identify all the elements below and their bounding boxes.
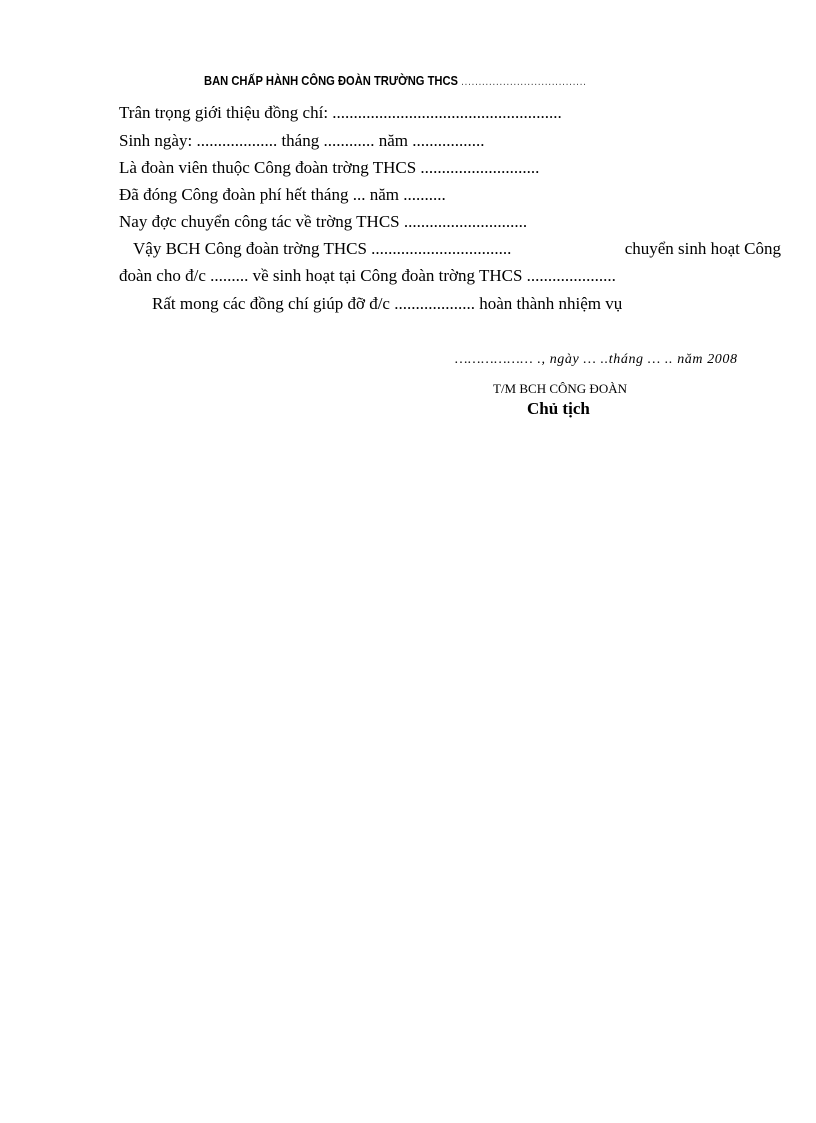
transfer-statement-continued: đoàn cho đ/c ......... về sinh hoạt tại Công đoàn trờng THCS ..................... <box>119 266 616 285</box>
dues-line: Đã đóng Công đoàn phí hết tháng ... năm .......... <box>119 185 446 204</box>
birthdate-line: Sinh ngày: ................... tháng ............ năm ................. <box>119 131 485 150</box>
date-line: ……………… ., ngày … ..tháng … .. năm 2008 <box>455 352 738 367</box>
signature-org: T/M BCH CÔNG ĐOÀN <box>493 381 627 396</box>
introduce-line: Trân trọng giới thiệu đồng chí: ...................................................... <box>119 103 562 122</box>
heading-text: BAN CHẤP HÀNH CÔNG ĐOÀN TRƯỜNG THCS <box>204 73 459 88</box>
membership-line: Là đoàn viên thuộc Công đoàn trờng THCS ............................ <box>119 158 540 177</box>
signature-title: Chủ tịch <box>527 399 590 418</box>
request-line: Rất mong các đồng chí giúp đỡ đ/c ................... hoàn thành nhiệm vụ <box>152 294 623 313</box>
transfer-line: Nay đợc chuyển công tác về trờng THCS ............................. <box>119 212 528 231</box>
transfer-statement-left: Vậy BCH Công đoàn trờng THCS ................................. <box>133 239 512 258</box>
document-heading <box>204 73 587 88</box>
transfer-statement-right: chuyển sinh hoạt Công <box>624 239 781 258</box>
heading-dots: .................................... <box>461 76 587 88</box>
transfer-statement-line <box>119 239 781 259</box>
